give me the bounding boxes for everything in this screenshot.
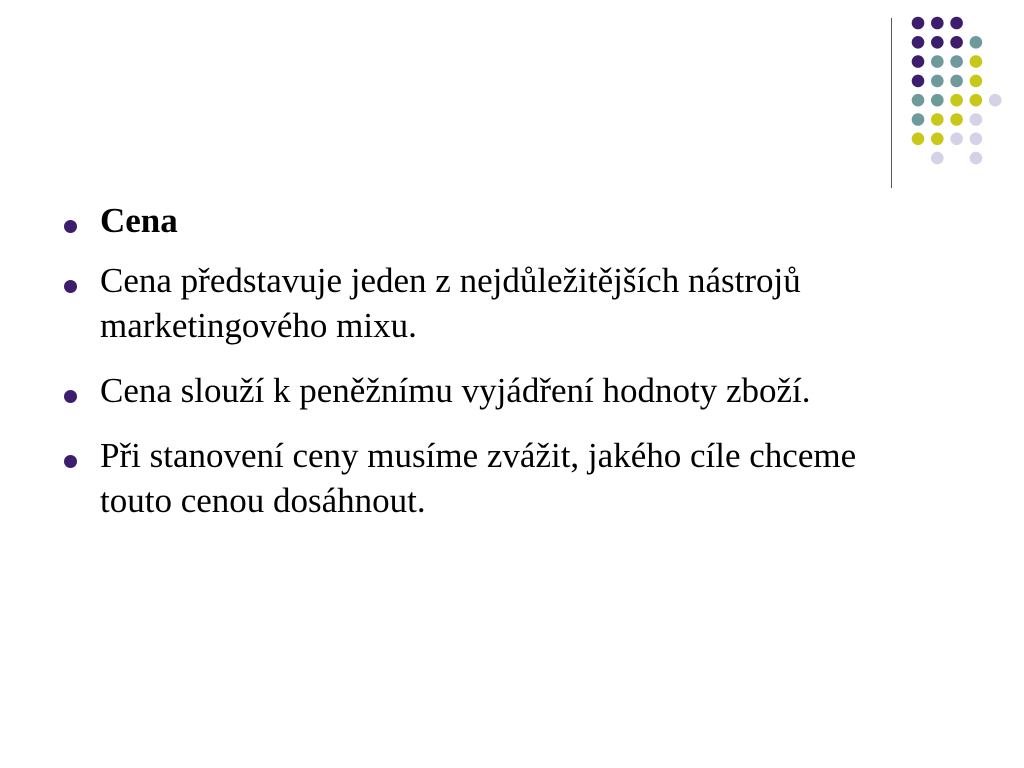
- decorative-dot: [970, 55, 983, 68]
- bullet-list: [62, 198, 882, 543]
- decorative-dot: [989, 94, 1002, 107]
- decorative-dot: [931, 55, 944, 68]
- decorative-dot: [970, 152, 983, 165]
- decorative-dot: [970, 75, 983, 88]
- bullet-item: [62, 368, 882, 413]
- bullet-text: Cena slouží k peněžnímu vyjádření hodnoty zboží.: [100, 371, 811, 410]
- decorative-dot: [912, 133, 925, 146]
- decorative-dot-grid: [0, 0, 1024, 200]
- bullet-item: [62, 433, 882, 523]
- decorative-dot: [970, 133, 983, 146]
- decorative-dot: [912, 94, 925, 107]
- bullet-dot-icon: [64, 455, 77, 468]
- decorative-dot: [912, 113, 925, 126]
- decorative-dot: [950, 75, 963, 88]
- decorative-dot: [912, 17, 925, 30]
- decorative-dot: [950, 94, 963, 107]
- decorative-dot: [931, 113, 944, 126]
- decorative-dot: [931, 75, 944, 88]
- decorative-dot: [931, 152, 944, 165]
- decorative-dot: [912, 36, 925, 49]
- decorative-dot: [912, 75, 925, 88]
- bullet-dot-icon: [64, 280, 77, 293]
- decorative-dot: [931, 133, 944, 146]
- decorative-dot: [970, 113, 983, 126]
- divider-line: [891, 18, 892, 188]
- bullet-item: [62, 258, 882, 348]
- bullet-item-heading: [62, 198, 882, 243]
- decorative-dot: [931, 94, 944, 107]
- decorative-dot: [970, 94, 983, 107]
- bullet-text: Cena představuje jeden z nejdůležitějších nástrojů marketingového mixu.: [100, 261, 801, 345]
- decorative-dot: [931, 17, 944, 30]
- decorative-dot: [970, 36, 983, 49]
- decorative-dot: [912, 55, 925, 68]
- decorative-dot: [950, 55, 963, 68]
- bullet-text: Cena: [100, 201, 178, 240]
- bullet-dot-icon: [64, 390, 77, 403]
- bullet-dot-icon: [64, 220, 77, 233]
- bullet-text: Při stanovení ceny musíme zvážit, jakého cíle chceme touto cenou dosáhnout.: [100, 436, 857, 520]
- decorative-dot: [950, 36, 963, 49]
- decorative-dot: [950, 17, 963, 30]
- decorative-dot: [950, 113, 963, 126]
- decorative-dot: [931, 36, 944, 49]
- decorative-dot: [950, 133, 963, 146]
